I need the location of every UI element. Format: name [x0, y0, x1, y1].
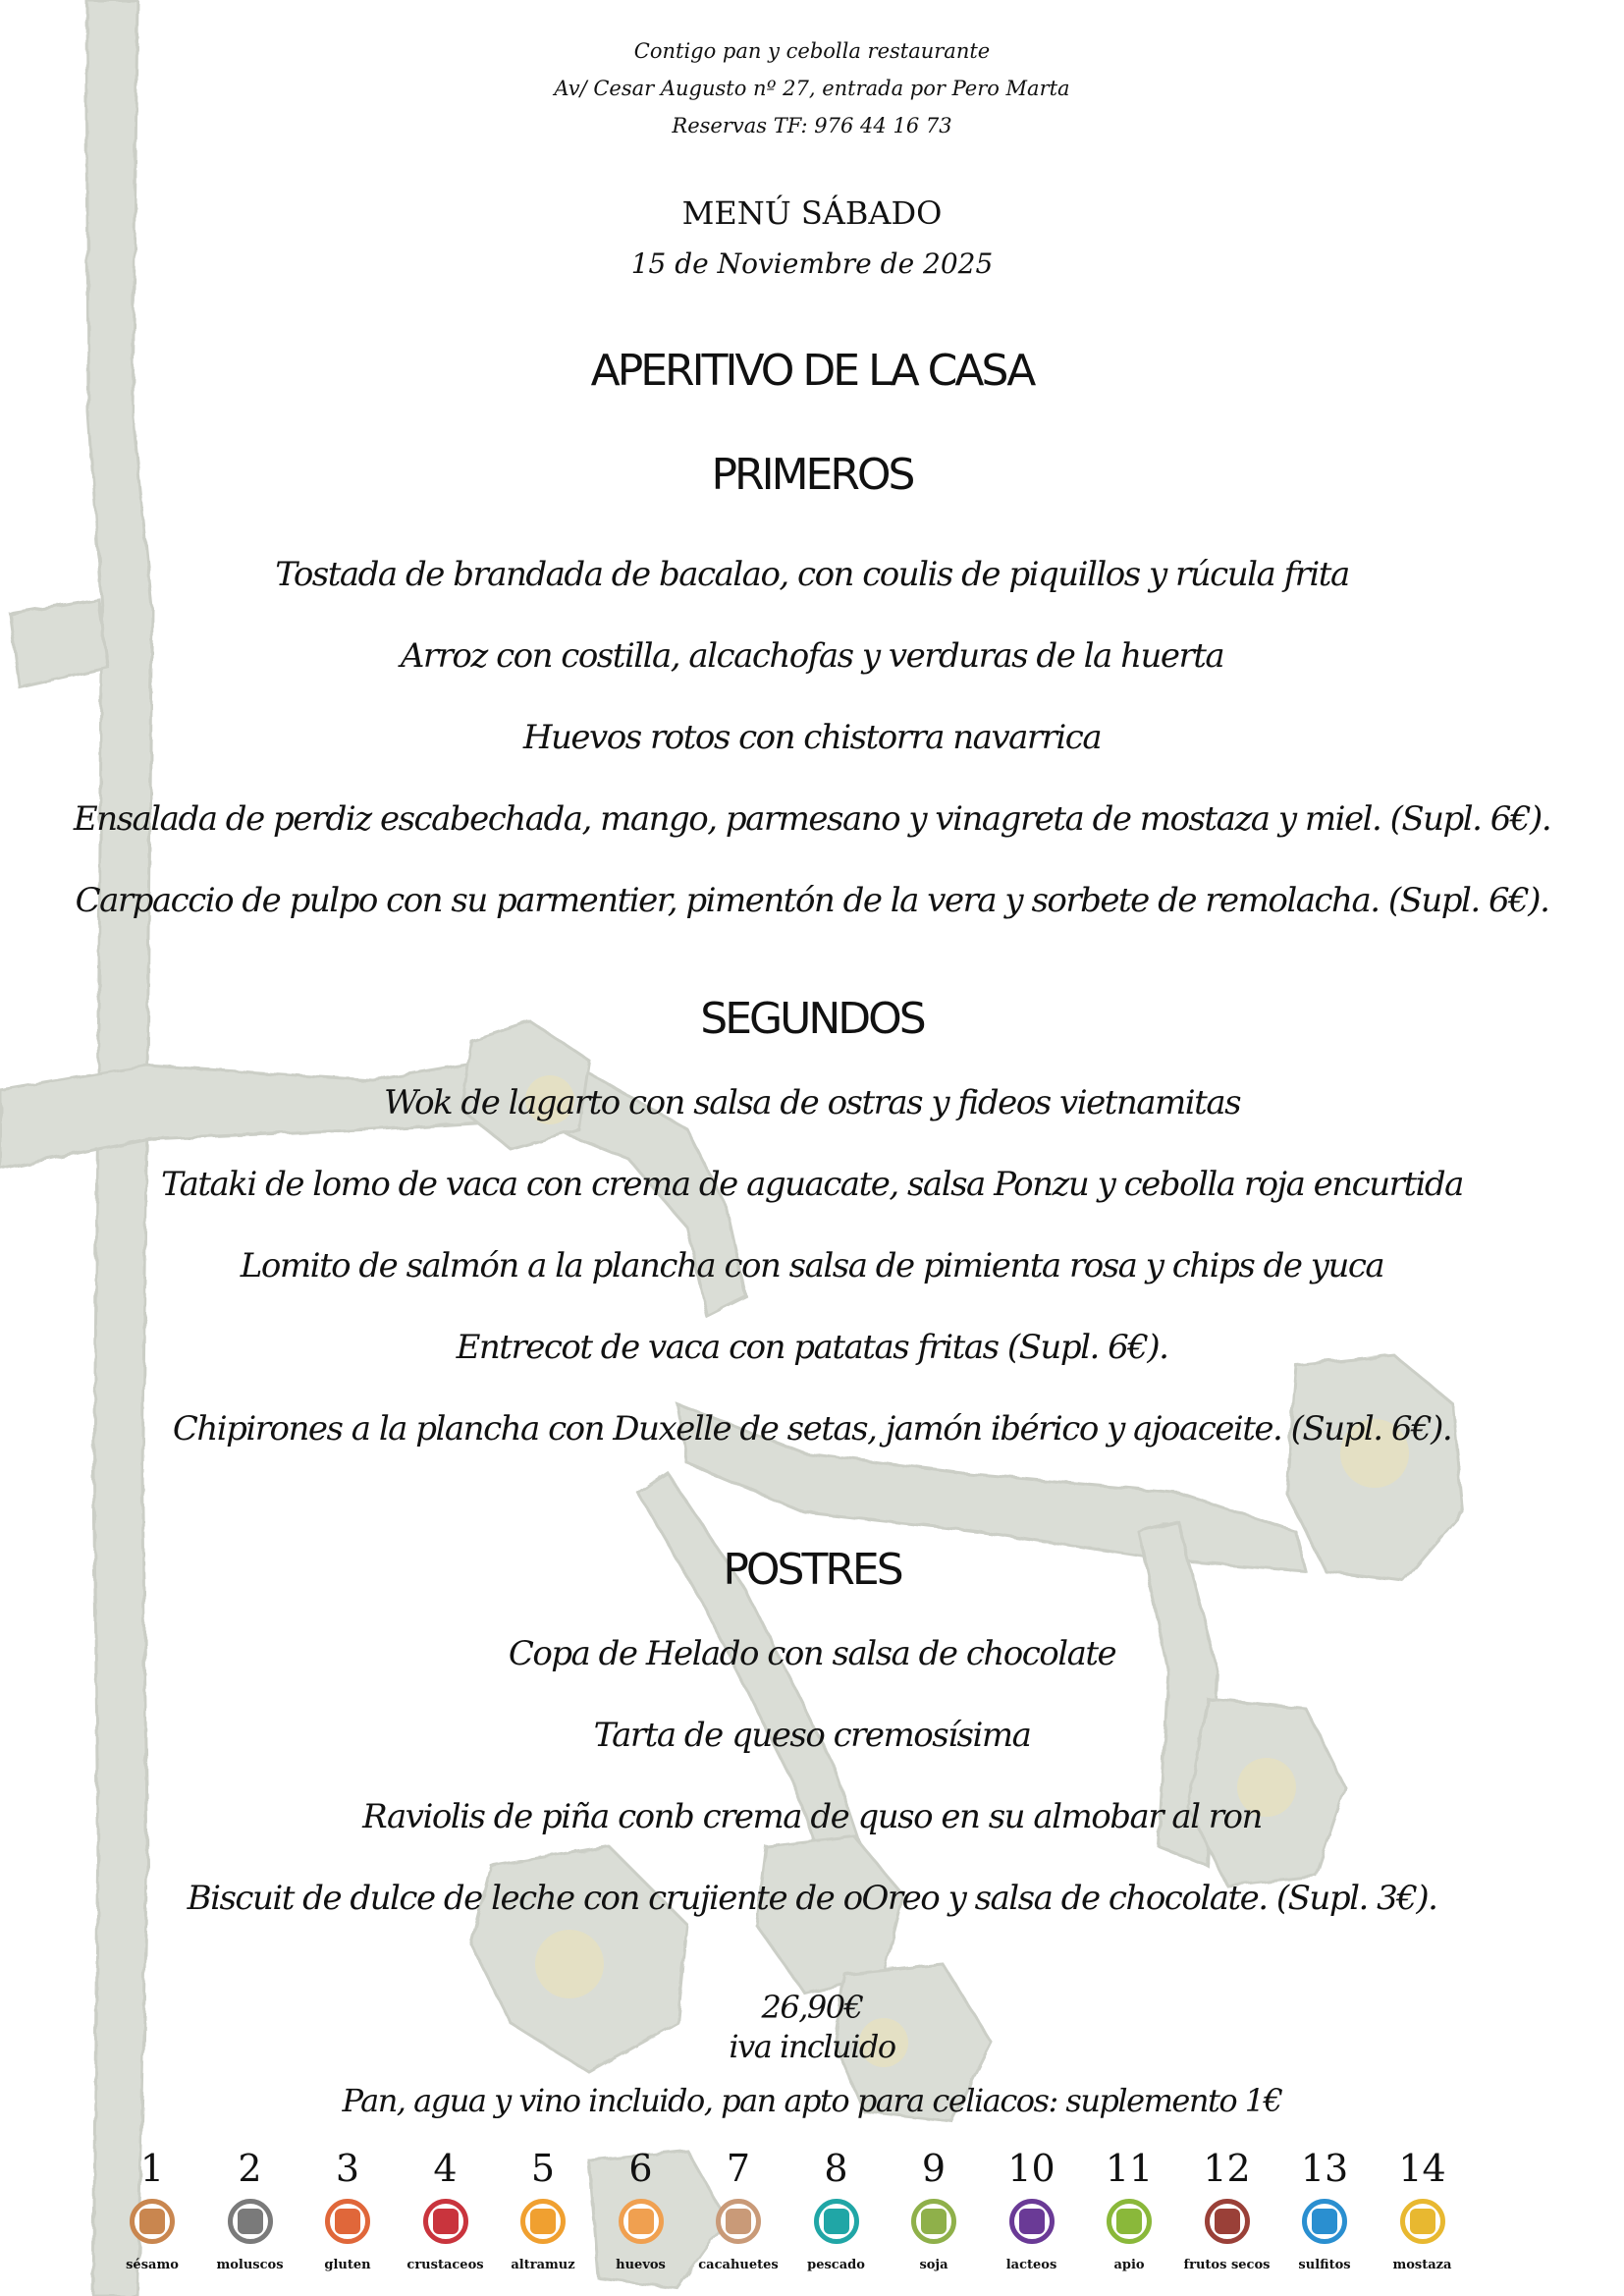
- allergen-label: apio: [1113, 2258, 1145, 2272]
- allergen-item: [300, 2146, 395, 2272]
- primeros-item: Arroz con costilla, alcachofas y verduras de la huerta: [400, 636, 1224, 676]
- primeros-item: Tostada de brandada de bacalao, con coulis de piquillos y rúcula frita: [275, 555, 1349, 594]
- allergen-number: 9: [921, 2147, 947, 2190]
- allergen-label: frutos secos: [1183, 2258, 1271, 2272]
- segundos-item: Entrecot de vaca con patatas fritas (Supl. 6€).: [456, 1328, 1168, 1367]
- allergen-number: 11: [1105, 2147, 1154, 2190]
- egg-icon: [619, 2199, 664, 2244]
- allergen-item: [1376, 2146, 1470, 2272]
- menu-title: MENÚ SÁBADO: [681, 194, 943, 232]
- allergen-icon-fill: [1410, 2209, 1435, 2234]
- allergen-icon-fill: [530, 2209, 556, 2234]
- postres-item: Copa de Helado con salsa de chocolate: [508, 1634, 1116, 1673]
- allergen-icon-fill: [1312, 2209, 1337, 2234]
- allergen-icon-fill: [921, 2209, 947, 2234]
- allergen-number: 2: [238, 2147, 262, 2190]
- postres-item: Raviolis de piña conb crema de quso en su almobar al ron: [362, 1797, 1262, 1836]
- allergen-item: [887, 2146, 981, 2272]
- segundos-heading: SEGUNDOS: [700, 994, 924, 1044]
- allergen-item: [496, 2146, 590, 2272]
- allergen-label: crustaceos: [406, 2258, 484, 2272]
- allergen-number: 12: [1203, 2147, 1251, 2190]
- allergen-label: pescado: [807, 2258, 865, 2272]
- crab-icon: [423, 2199, 468, 2244]
- allergen-icon-fill: [1215, 2209, 1240, 2234]
- postres-heading: POSTRES: [723, 1545, 901, 1595]
- allergen-number: 5: [530, 2147, 556, 2190]
- allergen-number: 8: [824, 2147, 848, 2190]
- allergen-icon-fill: [824, 2209, 849, 2234]
- allergen-icon-fill: [139, 2209, 165, 2234]
- primeros-item: Carpaccio de pulpo con su parmentier, pimentón de la vera y sorbete de remolacha. (Supl. 6€).: [75, 881, 1549, 920]
- allergen-label: mostaza: [1392, 2258, 1452, 2272]
- allergen-icon-fill: [238, 2209, 263, 2234]
- menu-price: 26,90€: [761, 1989, 863, 2026]
- allergen-number: 13: [1300, 2147, 1349, 2190]
- wheat-icon: [325, 2199, 370, 2244]
- segundos-item: Wok de lagarto con salsa de ostras y fideos vietnamitas: [383, 1083, 1241, 1122]
- primeros-heading: PRIMEROS: [711, 450, 913, 500]
- allergen-item: [399, 2146, 493, 2272]
- sulphite-icon: [1302, 2199, 1347, 2244]
- allergen-item: [691, 2146, 785, 2272]
- allergen-item: [1180, 2146, 1274, 2272]
- allergen-number: 14: [1398, 2147, 1446, 2190]
- menu-date: 15 de Noviembre de 2025: [630, 247, 994, 280]
- allergen-icon-fill: [1019, 2209, 1045, 2234]
- allergen-item: [985, 2146, 1079, 2272]
- segundos-item: Tataki de lomo de vaca con crema de aguacate, salsa Ponzu y cebolla roja encurtida: [161, 1165, 1463, 1204]
- allergen-label: huevos: [616, 2258, 666, 2272]
- allergen-label: lacteos: [1005, 2258, 1057, 2272]
- allergen-icon-fill: [1116, 2209, 1142, 2234]
- allergen-label: soja: [919, 2258, 948, 2272]
- lupin-icon: [520, 2199, 566, 2244]
- allergen-item: [1277, 2146, 1372, 2272]
- allergen-item: [105, 2146, 199, 2272]
- segundos-item: Lomito de salmón a la plancha con salsa de pimienta rosa y chips de yuca: [240, 1246, 1384, 1285]
- allergen-label: moluscos: [216, 2258, 284, 2272]
- restaurant-name: Contigo pan y cebolla restaurante: [633, 39, 991, 63]
- restaurant-phone: Reservas TF: 976 44 16 73: [672, 114, 952, 137]
- fish-icon: [814, 2199, 859, 2244]
- allergen-label: gluten: [324, 2258, 371, 2272]
- mollusc-icon: [228, 2199, 273, 2244]
- aperitivo-heading: APERITIVO DE LA CASA: [590, 346, 1034, 396]
- allergen-number: 1: [139, 2147, 165, 2190]
- celery-icon: [1107, 2199, 1152, 2244]
- allergen-label: cacahuetes: [698, 2258, 779, 2272]
- allergen-item: [1082, 2146, 1176, 2272]
- allergen-icon-fill: [433, 2209, 459, 2234]
- allergen-icon-fill: [628, 2209, 654, 2234]
- allergen-icon-fill: [726, 2209, 751, 2234]
- sesame-icon: [130, 2199, 175, 2244]
- iva-note: iva incluido: [729, 2028, 895, 2065]
- restaurant-address: Av/ Cesar Augusto nº 27, entrada por Pero Marta: [554, 77, 1070, 100]
- allergen-number: 6: [628, 2147, 653, 2190]
- bread-note: Pan, agua y vino incluido, pan apto para celiacos: suplemento 1€: [342, 2082, 1282, 2119]
- mustard-icon: [1400, 2199, 1445, 2244]
- allergen-item: [203, 2146, 298, 2272]
- allergen-number: 10: [1007, 2147, 1056, 2190]
- primeros-item: Huevos rotos con chistorra navarrica: [522, 718, 1102, 757]
- primeros-item: Ensalada de perdiz escabechada, mango, parmesano y vinagreta de mostaza y miel. (Supl. 6€).: [73, 799, 1551, 839]
- allergen-number: 4: [433, 2147, 458, 2190]
- segundos-item: Chipirones a la plancha con Duxelle de setas, jamón ibérico y ajoaceite. (Supl. 6€).: [172, 1409, 1452, 1449]
- allergen-icon-fill: [335, 2209, 360, 2234]
- peanut-icon: [716, 2199, 761, 2244]
- allergen-number: 3: [335, 2147, 360, 2190]
- allergen-item: [789, 2146, 884, 2272]
- allergen-label: altramuz: [511, 2258, 575, 2272]
- nut-icon: [1205, 2199, 1250, 2244]
- allergen-label: sésamo: [126, 2258, 179, 2272]
- allergen-label: sulfitos: [1298, 2258, 1351, 2272]
- allergen-number: 7: [726, 2147, 751, 2190]
- postres-item: Biscuit de dulce de leche con crujiente de oOreo y salsa de chocolate. (Supl. 3€).: [187, 1879, 1437, 1918]
- allergen-item: [594, 2146, 688, 2272]
- milk-icon: [1009, 2199, 1055, 2244]
- postres-item: Tarta de queso cremosísima: [593, 1716, 1031, 1755]
- soy-icon: [911, 2199, 956, 2244]
